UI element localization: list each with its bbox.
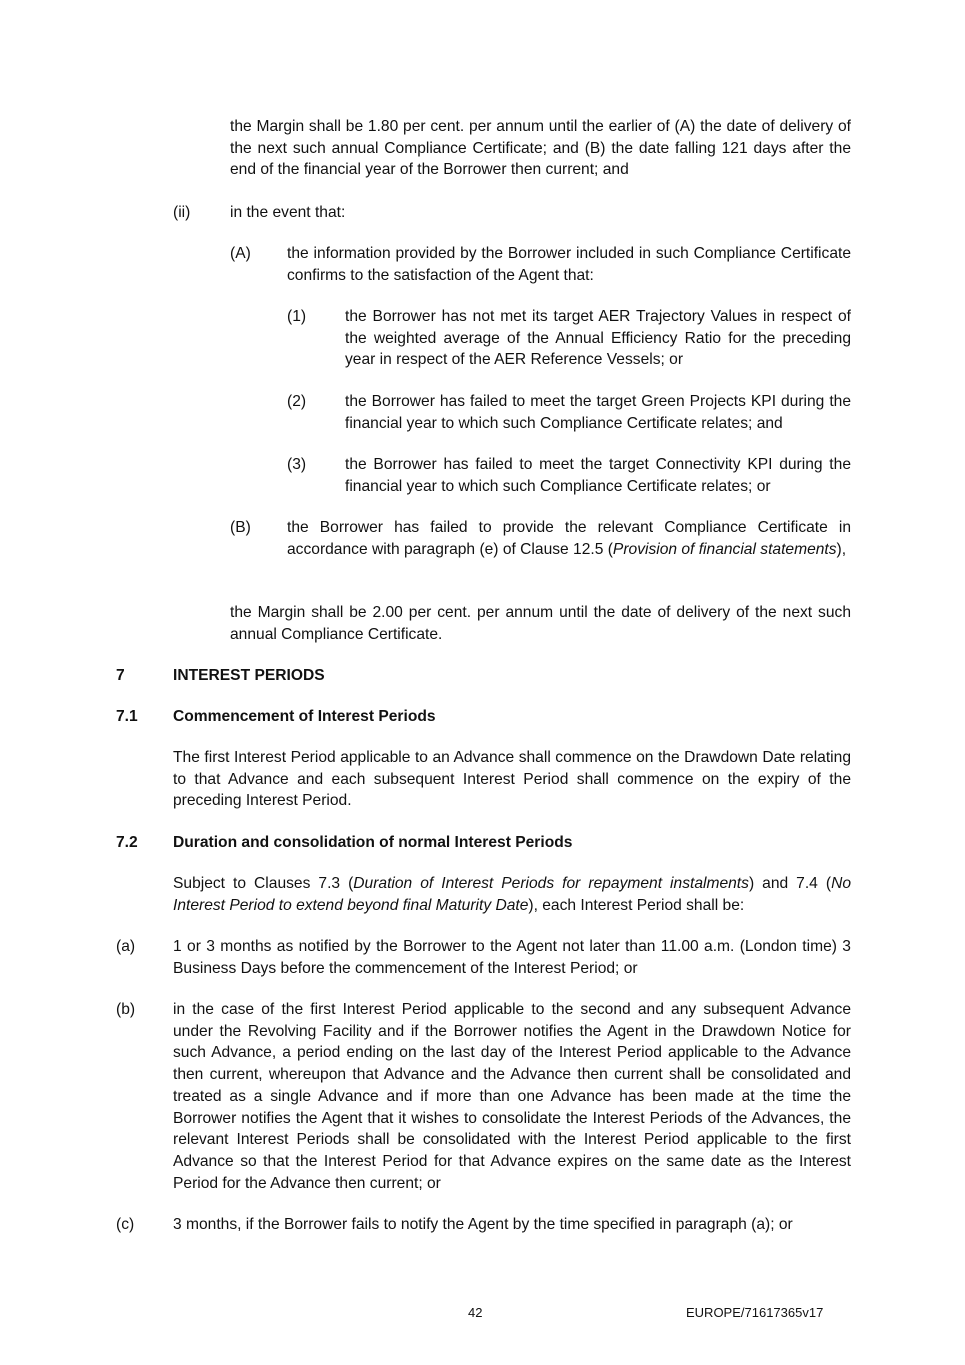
item-2-label: (2) <box>287 393 307 410</box>
item-A-label: (A) <box>230 245 251 262</box>
item-c-label: (c) <box>116 1216 135 1233</box>
item-A-text: the information provided by the Borrower included in such Compliance Certificate confirms to the satisfaction of the Agent that: <box>287 245 851 284</box>
section-7-1-title: Commencement of Interest Periods <box>173 708 436 725</box>
item-b-text: in the case of the first Interest Period applicable to the second and any subsequent Advance under the Revolving Facility and if the Borrower notifies the Agent in the Drawdown Notice for such Advance, a period ending on the last day of the Interest Period applicable to the Advance then current, whereupon that Advance and the Advance then current shall be consolidated and treated as a single Advance and if more than one Advance has been made at the time the Borrower notifies the Agent that it wishes to consolidate the Interest Periods of the Advances, the relevant Interest Periods shall be consolidated with the Interest Period applicable to the first Advance so that the Interest Period for that Advance expires on the same date as the Interest Period for the Advance then current; or <box>173 1001 851 1192</box>
section-7-1-number: 7.1 <box>116 708 138 725</box>
page-number: 42 <box>468 1305 483 1320</box>
item-b-label: (b) <box>116 1001 136 1018</box>
margin-paragraph-2: the Margin shall be 2.00 per cent. per annum until the date of delivery of the next such annual Compliance Certificate. <box>230 604 851 643</box>
section-7-2-intro: Subject to Clauses 7.3 (Duration of Interest Periods for repayment instalments) and 7.4 (No Interest Period to extend beyond final Maturity Date), each Interest Period shall be: <box>173 875 851 914</box>
document-reference: EUROPE/71617365v17 <box>686 1305 824 1320</box>
margin-paragraph-1: the Margin shall be 1.80 per cent. per annum until the earlier of (A) the date of delivery of the next such annual Compliance Certificate; and (B) the date falling 121 days after the end of the financial year of the Borrower then current; and <box>230 118 851 179</box>
section-7-number: 7 <box>116 667 125 684</box>
item-3-label: (3) <box>287 456 307 473</box>
item-B-label: (B) <box>230 519 251 536</box>
item-c-text: 3 months, if the Borrower fails to notify the Agent by the time specified in paragraph (a); or <box>173 1216 793 1233</box>
item-2-text: the Borrower has failed to meet the target Green Projects KPI during the financial year to which such Compliance Certificate relates; and <box>345 393 851 432</box>
section-7-1-body: The first Interest Period applicable to an Advance shall commence on the Drawdown Date relating to that Advance and each subsequent Interest Period shall commence on the expiry of the preceding Interest Period. <box>173 749 851 810</box>
item-a-text: 1 or 3 months as notified by the Borrower to the Agent not later than 11.00 a.m. (London time) 3 Business Days before the commencement of the Interest Period; or <box>173 938 851 977</box>
item-3-text: the Borrower has failed to meet the target Connectivity KPI during the financial year to which such Compliance Certificate relates; or <box>345 456 851 495</box>
item-1-text: the Borrower has not met its target AER Trajectory Values in respect of the weighted average of the Annual Efficiency Ratio for the preceding year in respect of the AER Reference Vessels; or <box>345 308 851 369</box>
item-B-text: the Borrower has failed to provide the relevant Compliance Certificate in accordance with paragraph (e) of Clause 12.5 (Provision of financial statements), <box>287 519 851 558</box>
item-B-italic-ref: Provision of financial statements <box>612 540 837 558</box>
item-ii-text: in the event that: <box>230 204 346 221</box>
section-7-2-title: Duration and consolidation of normal Interest Periods <box>173 834 573 851</box>
item-1-label: (1) <box>287 308 307 325</box>
item-a-label: (a) <box>116 938 136 955</box>
section-7-title: INTEREST PERIODS <box>173 667 325 684</box>
item-ii-label: (ii) <box>173 204 191 221</box>
section-7-2-number: 7.2 <box>116 834 138 851</box>
